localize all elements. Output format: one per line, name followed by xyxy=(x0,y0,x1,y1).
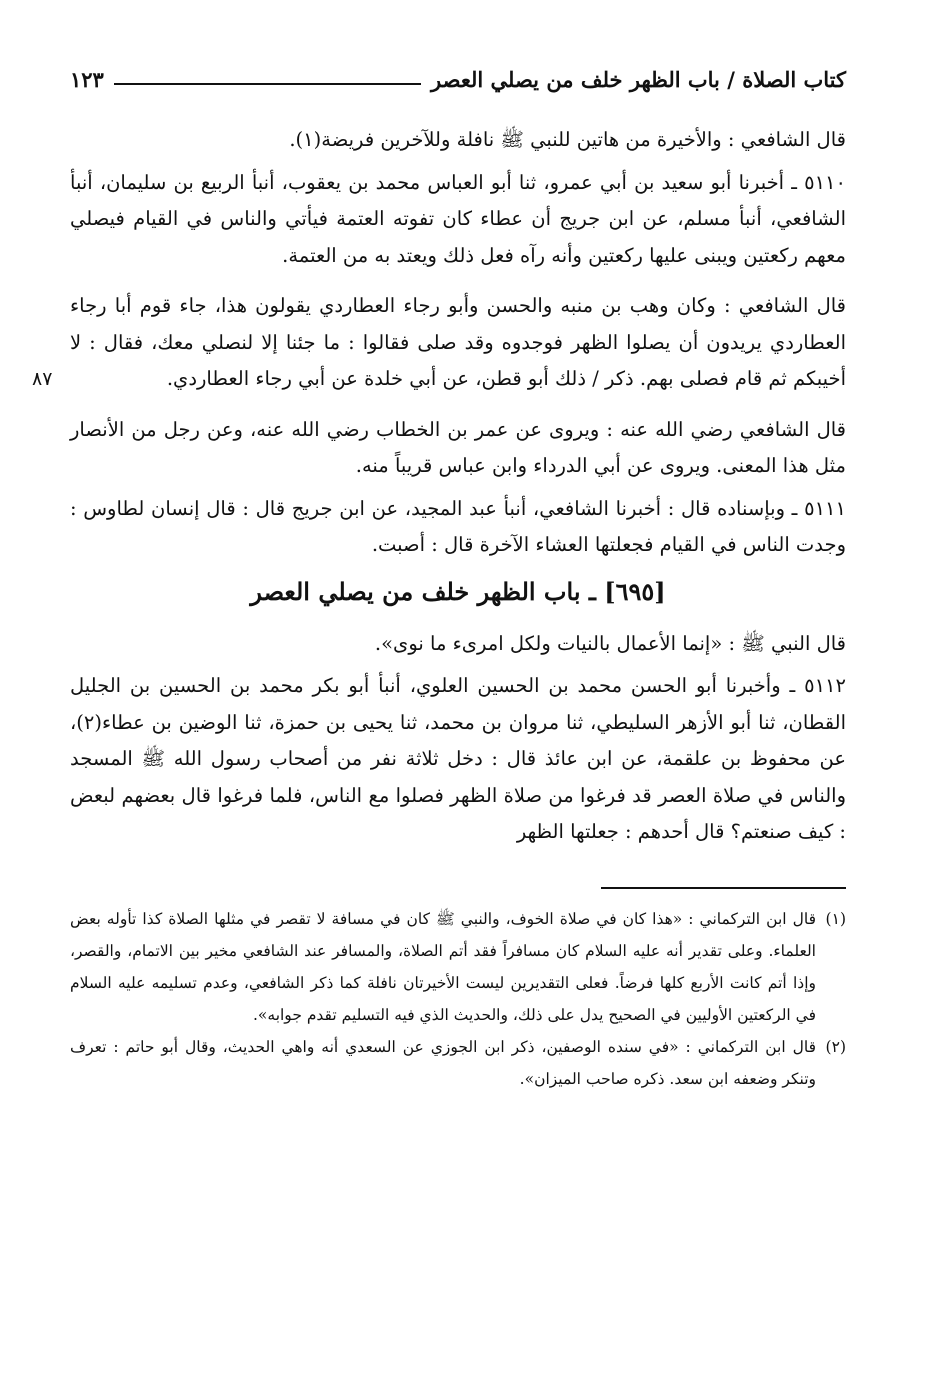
running-header xyxy=(70,58,846,92)
hadith-5111: ٥١١١ ـ وبإسناده قال : أخبرنا الشافعي، أنبأ عبد المجيد، عن ابن جريج قال : قال إنسان لطاوس : وجدت الناس في القيام فجعلتها العشاء الآخرة قال : أصبت. xyxy=(70,496,846,556)
margin-page-number: ٨٧ xyxy=(32,368,53,390)
footnote-2 xyxy=(70,1031,846,1095)
paragraph-wahb-text: قال الشافعي : وكان وهب بن منبه والحسن وأبو رجاء العطاردي يقولون هذا، جاء قوم أبا رجاء العطاردي يريدون أن يصلوا الظهر فوجدوه وقد صلى فقالوا : ما جئنا إلا لنصلي معك، فقال : لا أخيبكم ثم قام فصلى بهم. ذكر / ذلك أبو قطن، عن أبي خلدة عن أبي رجاء العطاردي. xyxy=(70,294,846,390)
footnote-marker: (١) xyxy=(825,909,846,928)
footnote-separator xyxy=(601,887,846,889)
section-title: [٦٩٥] ـ باب الظهر خلف من يصلي العصر xyxy=(250,576,666,606)
footnote-text: قال ابن التركماني : «في سنده الوصفين، ذكر ابن الجوزي عن السعدي أنه واهي الحديث، وقال أبو حاتم : تعرف وتنكر وضعفه ابن سعد. ذكره صاحب الميزان». xyxy=(70,1037,816,1088)
header-rule xyxy=(114,83,421,85)
hadith-5112: ٥١١٢ ـ وأخبرنا أبو الحسن محمد بن الحسين العلوي، أنبأ أبو بكر محمد بن الحسين بن الجليل القطان، ثنا أبو الأزهر السليطي، ثنا مروان بن محمد، ثنا يحيى بن حمزة، ثنا الوضين بن عطاء(٢)، عن محفوظ بن علقمة، عن ابن عائذ قال : دخل ثلاثة نفر من أصحاب رسول الله ﷺ المسجد والناس في صلاة العصر قد فرغوا من صلاة الظهر فصلوا مع الناس، فلما فرغوا قال بعضهم لبعض : كيف صنعتم؟ قال أحدهم : جعلتها الظهر xyxy=(70,674,846,843)
footnote-text: قال ابن التركماني : «هذا كان في صلاة الخوف، والنبي ﷺ كان في مسافة لا تقصر في مثلها الصلاة كذا تأوله بعض العلماء. وعلى تقدير أنه عليه السلام كان مسافراً فقد أتم الصلاة، والمسافر عند الشافعي مخير بين الاتمام، والقصر، وإذا أتم كانت الأربع كلها فرضاً. فعلى التقديرين ليست الأخيرتان نافلة كما ذكر الشافعي، وعدم تسليمه عليه السلام في الركعتين الأوليين في الصحيح يدل على ذلك، والحديث الذي فيه التسليم تقدم جوابه». xyxy=(70,909,816,1024)
paragraph-wahb xyxy=(32,288,846,398)
paragraph-shafii-note: قال الشافعي : والأخيرة من هاتين للنبي ﷺ نافلة وللآخرين فريضة(١). xyxy=(289,128,846,151)
footnote-1 xyxy=(70,903,846,1031)
running-title: كتاب الصلاة / باب الظهر خلف من يصلي العصر xyxy=(431,67,846,92)
hadith-5110: ٥١١٠ ـ أخبرنا أبو سعيد بن أبي عمرو، ثنا أبو العباس محمد بن يعقوب، أنبأ الربيع بن سليمان، أنبأ الشافعي، أنبأ مسلم، عن ابن جريج أن عطاء كان تفوته العتمة فيأتي والناس في القيام فيصلي معهم ركعتين ويبنى عليها ركعتين وأنه رآه فعل ذلك ويعتد به من العتمة. xyxy=(70,170,846,267)
footnotes xyxy=(70,903,846,1095)
page xyxy=(32,58,846,1095)
footnote-marker: (٢) xyxy=(825,1037,846,1056)
main-text xyxy=(32,122,846,851)
paragraph-umar: قال الشافعي رضي الله عنه : ويروى عن عمر بن الخطاب رضي الله عنه، وعن رجل من الأنصار مثل هذا المعنى. ويروى عن أبي الدرداء وابن عباس قريباً منه. xyxy=(70,417,846,477)
page-number: ١٢٣ xyxy=(70,67,104,92)
prophet-saying: قال النبي ﷺ : «إنما الأعمال بالنيات ولكل امرىء ما نوى». xyxy=(374,631,846,655)
